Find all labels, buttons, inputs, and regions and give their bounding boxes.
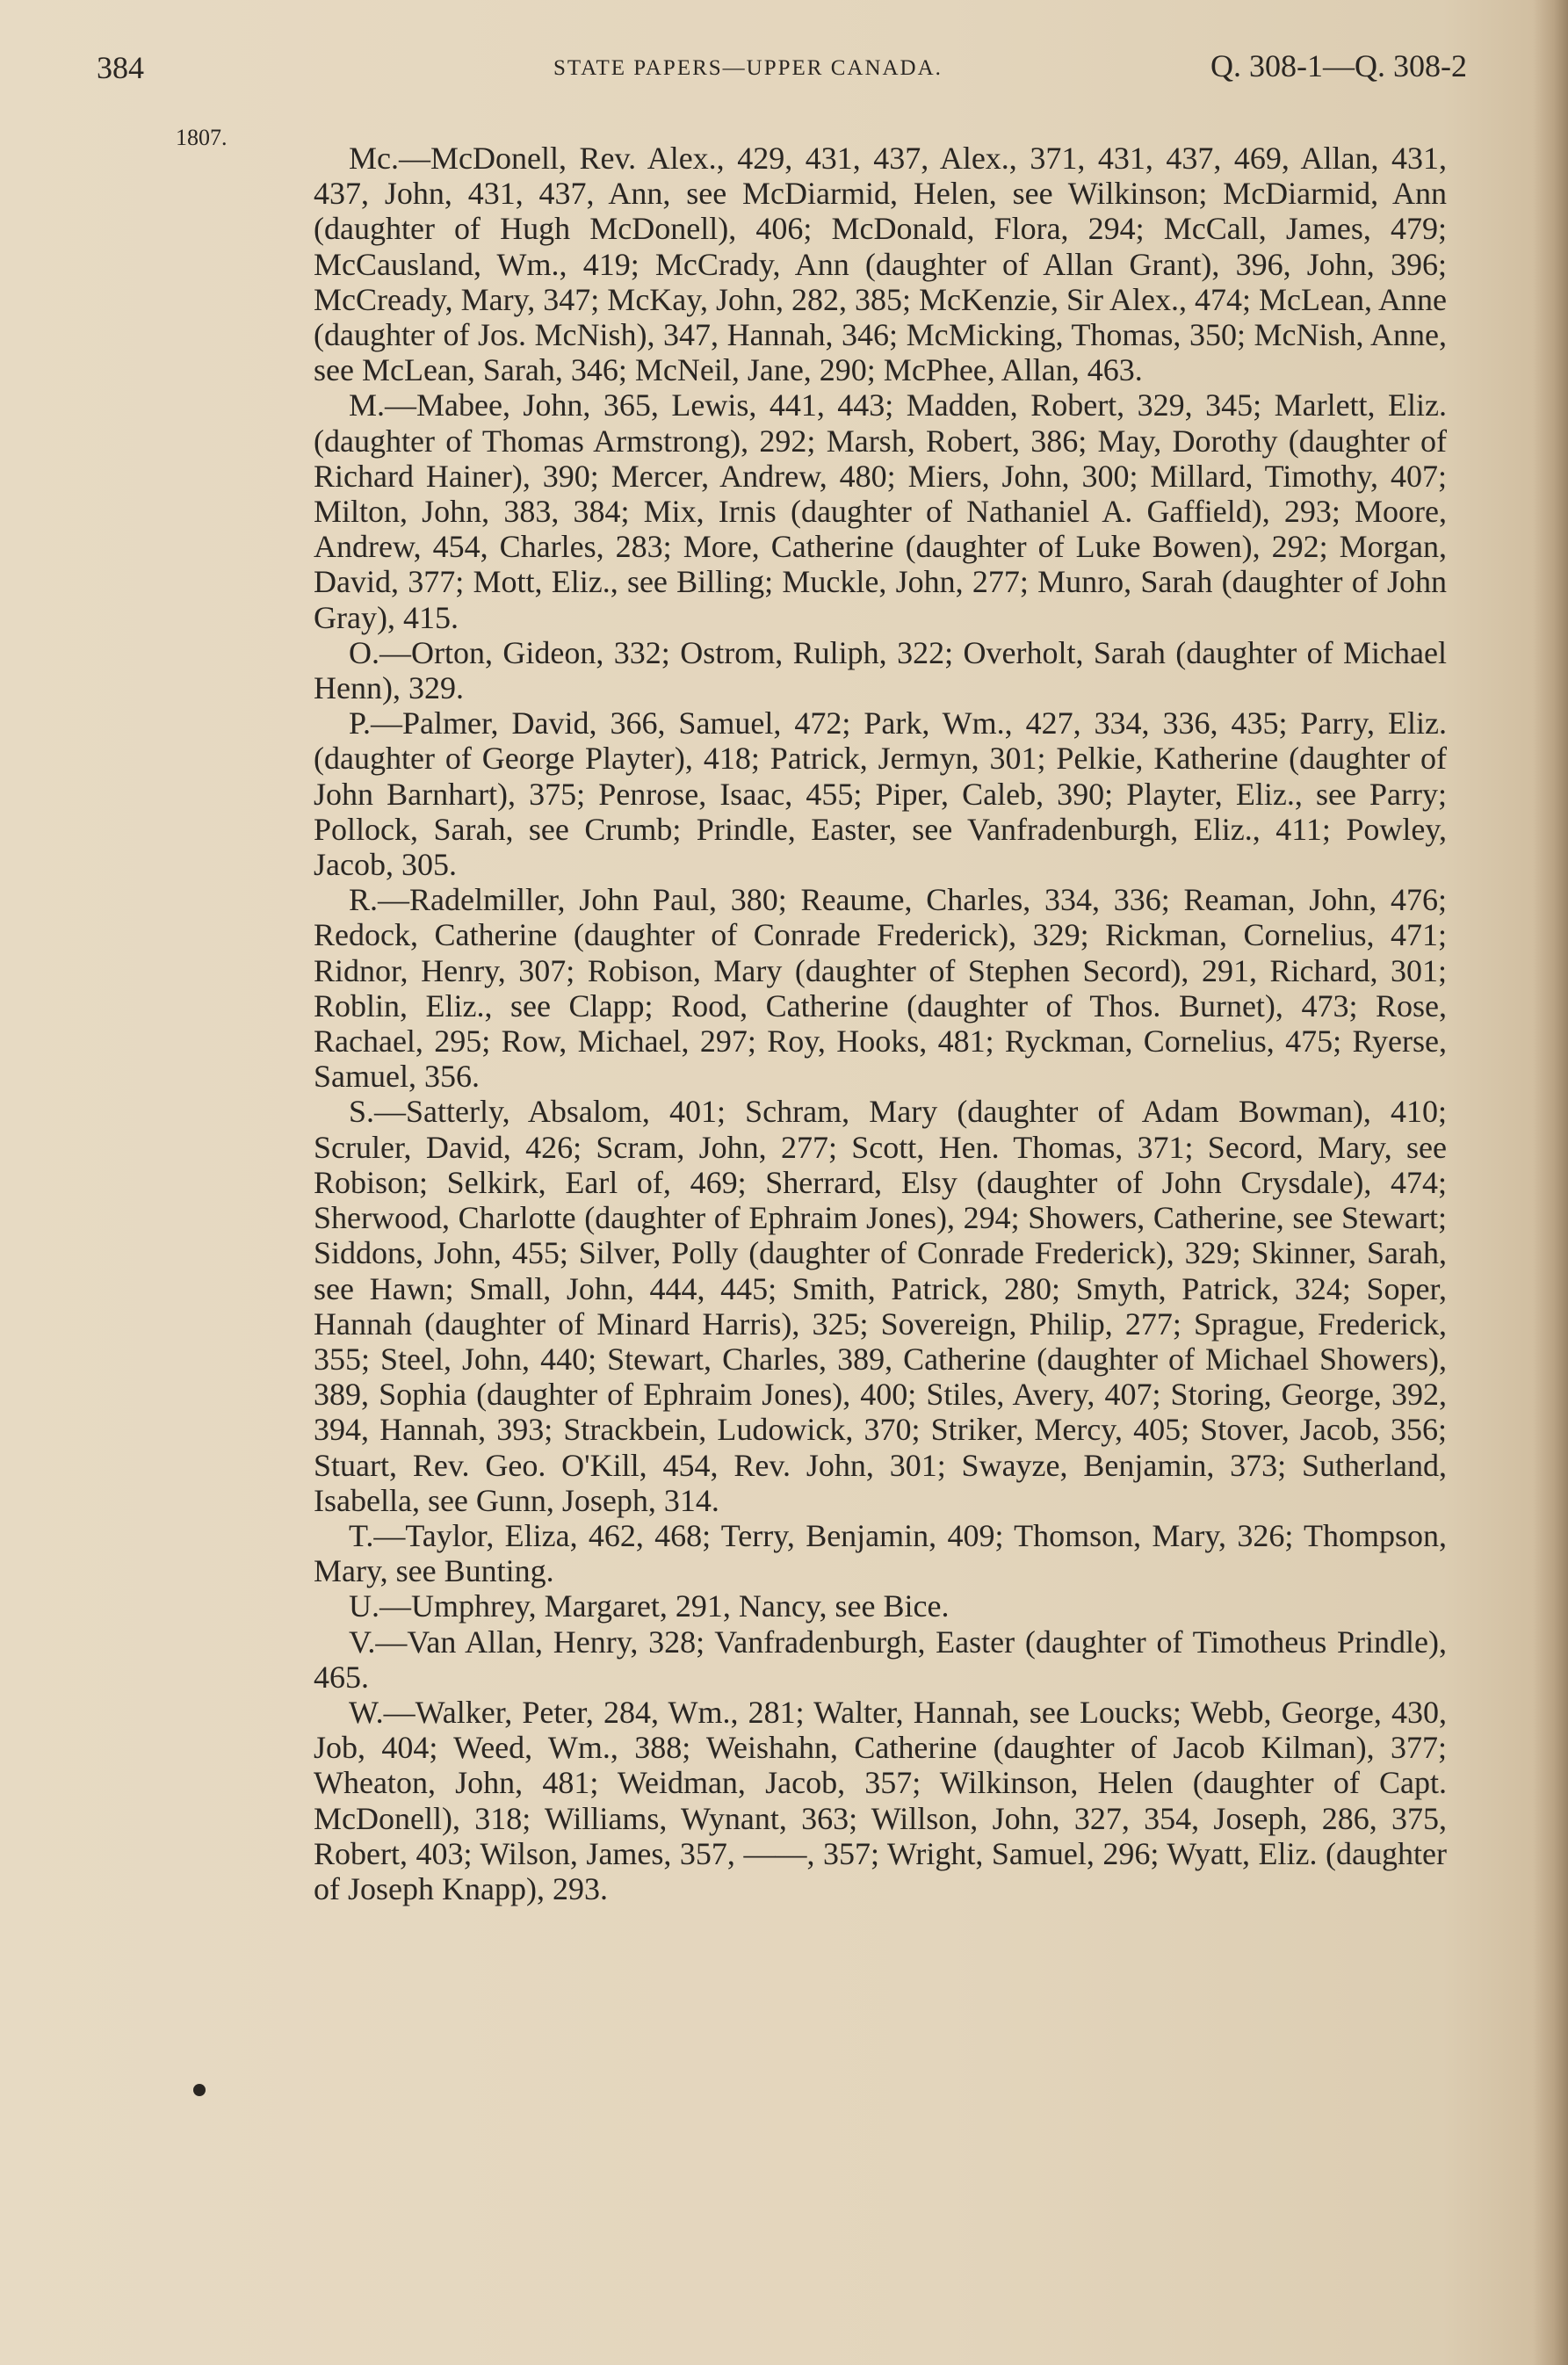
archive-reference: Q. 308-1—Q. 308-2	[1210, 48, 1467, 83]
index-entry-m: M.—Mabee, John, 365, Lewis, 441, 443; Madden, Robert, 329, 345; Marlett, Eliz. (daughter of Thomas Armstrong), 292; Marsh, Robert, 386; May, Dorothy (daughter of Richard Hainer), 390; Mercer, Andrew, 480; Miers, John, 300; Millard, Timothy, 407; Milton, John, 383, 384; Mix, Irnis (daughter of Nathaniel A. Gaffield), 293; Moore, Andrew, 454, Charles, 283; More, Catherine (daughter of Luke Bowen), 292; Morgan, David, 377; Mott, Eliz., see Billing; Muckle, John, 277; Munro, Sarah (daughter of John Gray), 415.	[314, 387, 1447, 635]
page-gutter-shadow	[1533, 0, 1568, 2365]
index-entry-t: T.—Taylor, Eliza, 462, 468; Terry, Benjamin, 409; Thomson, Mary, 326; Thompson, Mary, see Bunting.	[314, 1517, 1447, 1589]
margin-year: 1807.	[176, 125, 228, 150]
index-entry-p: P.—Palmer, David, 366, Samuel, 472; Park, Wm., 427, 334, 336, 435; Parry, Eliz. (daughter of George Playter), 418; Patrick, Jermyn, 301; Pelkie, Katherine (daughter of John Barnhart), 375; Penrose, Isaac, 455; Piper, Caleb, 390; Playter, Eliz., see Parry; Pollock, Sarah, see Crumb; Prindle, Easter, see Vanfradenburgh, Eliz., 411; Powley, Jacob, 305.	[314, 705, 1447, 883]
index-entry-w: W.—Walker, Peter, 284, Wm., 281; Walter, Hannah, see Loucks; Webb, George, 430, Job, 404; Weed, Wm., 388; Weishahn, Catherine (daughter of Jacob Kilman), 377; Wheaton, John, 481; Weidman, Jacob, 357; Wilkinson, Helen (daughter of Capt. McDonell), 318; Williams, Wynant, 363; Willson, John, 327, 354, Joseph, 286, 375, Robert, 403; Wilson, James, 357, ——, 357; Wright, Samuel, 296; Wyatt, Eliz. (daughter of Joseph Knapp), 293.	[314, 1694, 1447, 1906]
running-header	[97, 44, 1467, 97]
page-number: 384	[97, 50, 144, 85]
index-entry-u: U.—Umphrey, Margaret, 291, Nancy, see Bice.	[349, 1588, 950, 1624]
ink-spot	[193, 2084, 206, 2096]
index-entry-mc: Mc.—McDonell, Rev. Alex., 429, 431, 437, Alex., 371, 431, 437, 469, Allan, 431, 437, John, 431, 437, Ann, see McDiarmid, Helen, see Wilkinson; McDiarmid, Ann (daughter of Hugh McDonell), 406; McDonald, Flora, 294; McCall, James, 479; McCausland, Wm., 419; McCrady, Ann (daughter of Allan Grant), 396, John, 396; McCready, Mary, 347; McKay, John, 282, 385; McKenzie, Sir Alex., 474; McLean, Anne (daughter of Jos. McNish), 347, Hannah, 346; McMicking, Thomas, 350; McNish, Anne, see McLean, Sarah, 346; McNeil, Jane, 290; McPhee, Allan, 463.	[314, 141, 1447, 388]
index-entry-v: V.—Van Allan, Henry, 328; Vanfradenburgh, Easter (daughter of Timotheus Prindle), 465.	[314, 1624, 1447, 1695]
name-index	[314, 141, 1447, 1906]
index-entry-s: S.—Satterly, Absalom, 401; Schram, Mary (daughter of Adam Bowman), 410; Scruler, David, 426; Scram, John, 277; Scott, Hen. Thomas, 371; Secord, Mary, see Robison; Selkirk, Earl of, 469; Sherrard, Elsy (daughter of John Crysdale), 474; Sherwood, Charlotte (daughter of Ephraim Jones), 294; Showers, Catherine, see Stewart; Siddons, John, 455; Silver, Polly (daughter of Conrade Frederick), 329; Skinner, Sarah, see Hawn; Small, John, 444, 445; Smith, Patrick, 280; Smyth, Patrick, 324; Soper, Hannah (daughter of Minard Harris), 325; Sovereign, Philip, 277; Sprague, Frederick, 355; Steel, John, 440; Stewart, Charles, 389, Catherine (daughter of Michael Showers), 389, Sophia (daughter of Ephraim Jones), 400; Stiles, Avery, 407; Storing, George, 392, 394, Hannah, 393; Strackbein, Ludowick, 370; Striker, Mercy, 405; Stover, Jacob, 356; Stuart, Rev. Geo. O'Kill, 454, Rev. John, 301; Swayze, Benjamin, 373; Sutherland, Isabella, see Gunn, Joseph, 314.	[314, 1094, 1447, 1518]
index-entry-r: R.—Radelmiller, John Paul, 380; Reaume, Charles, 334, 336; Reaman, John, 476; Redock, Catherine (daughter of Conrade Frederick), 329; Rickman, Cornelius, 471; Ridnor, Henry, 307; Robison, Mary (daughter of Stephen Secord), 291, Richard, 301; Roblin, Eliz., see Clapp; Rood, Catherine (daughter of Thos. Burnet), 473; Rose, Rachael, 295; Row, Michael, 297; Roy, Hooks, 481; Ryckman, Cornelius, 475; Ryerse, Samuel, 356.	[314, 882, 1447, 1095]
running-title: STATE PAPERS—UPPER CANADA.	[553, 56, 943, 80]
index-entry-o: O.—Orton, Gideon, 332; Ostrom, Ruliph, 322; Overholt, Sarah (daughter of Michael Henn), 329.	[314, 634, 1447, 706]
